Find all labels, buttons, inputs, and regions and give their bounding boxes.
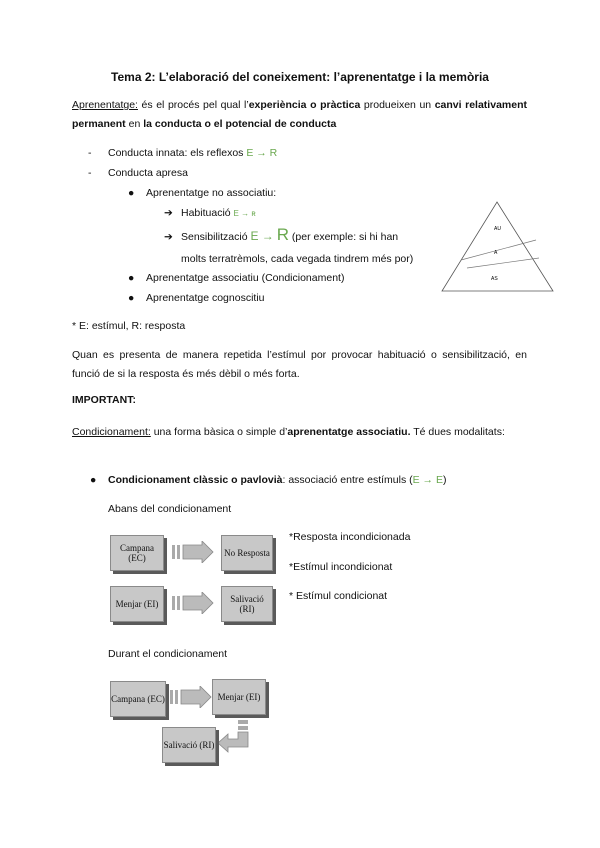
triangle-label-top: AU bbox=[494, 226, 501, 232]
definition-text: en bbox=[125, 118, 144, 130]
bullet-icon: ● bbox=[128, 292, 135, 304]
definition-text: és el procés pel qual l’ bbox=[137, 99, 249, 111]
box-no-response: No Resposta bbox=[221, 535, 273, 571]
example-text: (per exemple: si hi han bbox=[289, 231, 399, 243]
definition-bold: canvi relativament permanent bbox=[72, 99, 527, 130]
example-text-cont: molts terratrèmols, cada vegada tindrem més por) bbox=[181, 253, 414, 265]
er-notation: E → ʀ bbox=[233, 209, 256, 218]
triangle-label-mid: A bbox=[494, 250, 498, 256]
learning-triangle-diagram bbox=[440, 200, 556, 294]
ee-notation: E → E bbox=[412, 474, 443, 486]
list-item-learned: Conducta apresa bbox=[108, 167, 188, 179]
triangle-label-bottom: AS bbox=[491, 276, 498, 282]
classic-label: Condicionament clàssic o pavlovià bbox=[108, 474, 283, 486]
box-saliva-during: Salivació (RI) bbox=[162, 727, 216, 763]
list-item-habituation bbox=[181, 206, 256, 221]
bullet-icon: ● bbox=[90, 474, 97, 486]
fat-arrow-icon bbox=[170, 686, 212, 708]
dash-marker: - bbox=[88, 147, 92, 159]
list-item-assoc: Aprenentatge associatiu (Condicionament) bbox=[146, 272, 345, 284]
conditioning-text: Té dues modalitats: bbox=[410, 426, 505, 438]
fat-bent-arrow-icon bbox=[216, 720, 250, 754]
list-item-non-assoc: Aprenentatge no associatiu: bbox=[146, 187, 277, 199]
bullet-icon: ● bbox=[128, 272, 135, 284]
note-conditioned-stimulus: * Estímul condicionat bbox=[289, 590, 388, 602]
classic-conditioning-item bbox=[108, 473, 446, 487]
during-heading: Durant el condicionament bbox=[108, 648, 228, 660]
list-item-sensitization bbox=[181, 226, 431, 246]
conditioning-term: Condicionament: bbox=[72, 426, 151, 438]
important-heading: IMPORTANT: bbox=[72, 394, 136, 406]
page-title: Tema 2: L’elaboració del coneixement: l’aprenentatge i la memòria bbox=[111, 70, 489, 84]
list-item-innate bbox=[108, 146, 277, 160]
arrow-right-icon: ➔ bbox=[164, 231, 173, 243]
arrow-right-icon: ➔ bbox=[164, 207, 173, 219]
before-heading: Abans del condicionament bbox=[108, 503, 232, 515]
list-item-label: Sensibilització bbox=[181, 231, 251, 243]
list-item-cognitive: Aprenentatge cognoscitiu bbox=[146, 292, 265, 304]
definition-bold: experiència o pràctica bbox=[248, 99, 361, 111]
er-notation-big: R bbox=[276, 225, 289, 244]
box-food-during: Menjar (EI) bbox=[212, 679, 266, 715]
bullet-icon: ● bbox=[128, 187, 135, 199]
er-notation: E → R bbox=[246, 147, 278, 159]
explanation-paragraph: Quan es presenta de manera repetida l’estímul por provocar habituació o sensibilització, en funció de si la resposta és més dèbil o més forta. bbox=[72, 349, 527, 380]
box-bell-during: Campana (EC) bbox=[110, 681, 166, 717]
classic-text: : associació entre estímuls ( bbox=[282, 474, 413, 486]
definition-text: produeixen un bbox=[360, 99, 435, 111]
list-item-label: Habituació bbox=[181, 207, 234, 219]
dash-marker: - bbox=[88, 167, 92, 179]
note-unconditioned-stimulus: *Estímul incondicionat bbox=[289, 561, 393, 573]
note-unconditioned-response: *Resposta incondicionada bbox=[289, 531, 411, 543]
er-notation: E → bbox=[250, 229, 274, 243]
fat-arrow-icon bbox=[172, 592, 214, 614]
conditioning-text: una forma bàsica o simple d’ bbox=[150, 426, 288, 438]
fat-arrow-icon bbox=[172, 541, 214, 563]
box-food-before: Menjar (EI) bbox=[110, 586, 164, 622]
conditioning-bold: aprenentatge associatiu. bbox=[287, 426, 411, 438]
classic-text: ) bbox=[442, 474, 447, 486]
conditioning-paragraph bbox=[72, 423, 527, 442]
definition-term: Aprenentatge: bbox=[72, 99, 138, 111]
footnote: * E: estímul, R: resposta bbox=[72, 320, 186, 332]
box-bell-before: Campana (EC) bbox=[110, 535, 164, 571]
list-item-label: Conducta innata: els reflexos bbox=[108, 147, 247, 159]
definition-bold: la conducta o el potencial de conducta bbox=[143, 118, 337, 130]
box-saliva-before: Salivació (RI) bbox=[221, 586, 273, 622]
definition-paragraph bbox=[72, 96, 527, 134]
